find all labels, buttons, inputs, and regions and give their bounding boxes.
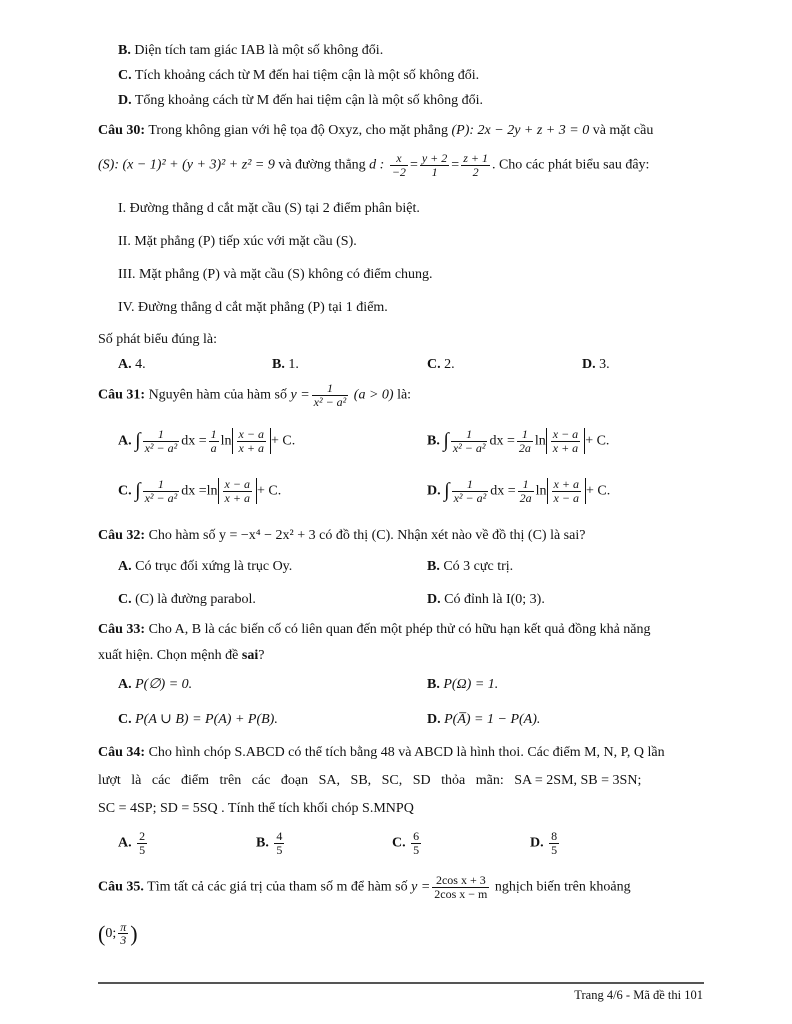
prev-option-b: B. Diện tích tam giác IAB là một số không đổi. [118, 43, 384, 58]
q30-line1: Câu 30: Trong không gian với hệ tọa độ Oxyz, cho mặt phẳng (P): 2x − 2y + z + 3 = 0 và mặt cầu [98, 123, 654, 138]
q30-statement-4: IV. Đường thẳng d cắt mặt phẳng (P) tại 1 điểm. [118, 300, 388, 315]
page-footer: Trang 4/6 - Mã đề thi 101 [574, 988, 703, 1002]
q33-line2: xuất hiện. Chọn mệnh đề sai? [98, 648, 265, 663]
q34-option-b[interactable]: B. $\frac{4}{5}$ [256, 829, 283, 857]
q30-option-a[interactable]: A. 4. [118, 357, 146, 372]
q30-line2: (S): (x − 1)² + (y + 3)² + z² = 9 và đường thẳng d : $\frac{x}{-2}$ = $\frac{y + 2}{1}$ = $\frac{z + 1}{2}$ . Cho các phát biểu sau đây: [98, 151, 650, 179]
q30-option-b[interactable]: B. 1. [272, 357, 299, 372]
q34-option-c[interactable]: C. $\frac{6}{5}$ [392, 829, 420, 857]
q33-option-a[interactable]: A. P(∅) = 0. [118, 677, 193, 692]
q35-stem: Câu 35. Tìm tất cả các giá trị của tham số m để hàm số y = $\frac{\text{2cos x + 3}}{\text{2cos x − m}}$ nghịch biến trên khoảng [98, 873, 631, 901]
q31-option-a[interactable]: A. ∫ $\frac{1}{\text{x² − a²}}$ dx = $\frac{1}{a}$ ln $\frac{x - a}{x + a}$ + C. [118, 427, 296, 455]
q31-option-b[interactable]: B. ∫ $\frac{1}{\text{x² − a²}}$ dx = $\frac{1}{2a}$ ln $\frac{x - a}{x + a}$ + C. [427, 427, 610, 455]
q31-option-c[interactable]: C. ∫ $\frac{1}{\text{x² − a²}}$ dx =ln $\frac{x - a}{x + a}$ + C. [118, 477, 282, 505]
q32-stem: Câu 32: Cho hàm số y = −x⁴ − 2x² + 3 có đồ thị (C). Nhận xét nào về đồ thị (C) là sai? [98, 528, 586, 543]
q31-option-d[interactable]: D. ∫ $\frac{1}{\text{x² − a²}}$ dx = $\frac{1}{2a}$ ln $\frac{x + a}{x - a}$ + C. [427, 477, 611, 505]
q31-stem: Câu 31: Nguyên hàm của hàm số y = $\frac{1}{\text{x² − a²}}$ (a > 0) là: [98, 381, 412, 409]
q30-option-c[interactable]: C. 2. [427, 357, 455, 372]
q34-line2: lượt là các điểm trên các đoạn SA, SB, SC, SD thỏa mãn: SA = 2SM, SB = 3SN; [98, 773, 642, 788]
q33-option-c[interactable]: C. P(A ∪ B) = P(A) + P(B). [118, 712, 278, 727]
q34-line1: Câu 34: Cho hình chóp S.ABCD có thể tích bằng 48 và ABCD là hình thoi. Các điểm M, N, P, Q lần [98, 745, 665, 760]
footer-rule [98, 982, 704, 984]
q30-count-prompt: Số phát biểu đúng là: [98, 332, 217, 347]
q30-statement-2: II. Mặt phẳng (P) tiếp xúc với mặt cầu (S). [118, 234, 357, 249]
q34-option-d[interactable]: D. $\frac{8}{5}$ [530, 829, 558, 857]
q30-statement-1: I. Đường thẳng d cắt mặt cầu (S) tại 2 điểm phân biệt. [118, 201, 420, 216]
q32-option-d[interactable]: D. Có đỉnh là I(0; 3). [427, 592, 545, 607]
prev-option-d: D. Tổng khoảng cách từ M đến hai tiệm cận là một số không đổi. [118, 93, 484, 108]
q30-statement-3: III. Mặt phẳng (P) và mặt cầu (S) không có điểm chung. [118, 267, 433, 282]
q32-option-c[interactable]: C. (C) là đường parabol. [118, 592, 256, 607]
prev-option-c: C. Tích khoảng cách từ M đến hai tiệm cận là một số không đổi. [118, 68, 480, 83]
q33-option-b[interactable]: B. P(Ω) = 1. [427, 677, 499, 692]
q34-line3: SC = 4SP; SD = 5SQ . Tính thể tích khối chóp S.MNPQ [98, 801, 414, 816]
q33-option-d[interactable]: D. P(A̅) = 1 − P(A). [427, 712, 541, 727]
q35-interval: (0; $\frac{\pi}{3}$ ) [98, 919, 138, 948]
q32-option-b[interactable]: B. Có 3 cực trị. [427, 559, 514, 574]
q34-option-a[interactable]: A. $\frac{2}{5}$ [118, 829, 146, 857]
q30-option-d[interactable]: D. 3. [582, 357, 610, 372]
q33-line1: Câu 33: Cho A, B là các biến cố có liên quan đến một phép thử có hữu hạn kết quả đồng khả năng [98, 622, 651, 637]
q32-option-a[interactable]: A. Có trục đối xứng là trục Oy. [118, 559, 293, 574]
